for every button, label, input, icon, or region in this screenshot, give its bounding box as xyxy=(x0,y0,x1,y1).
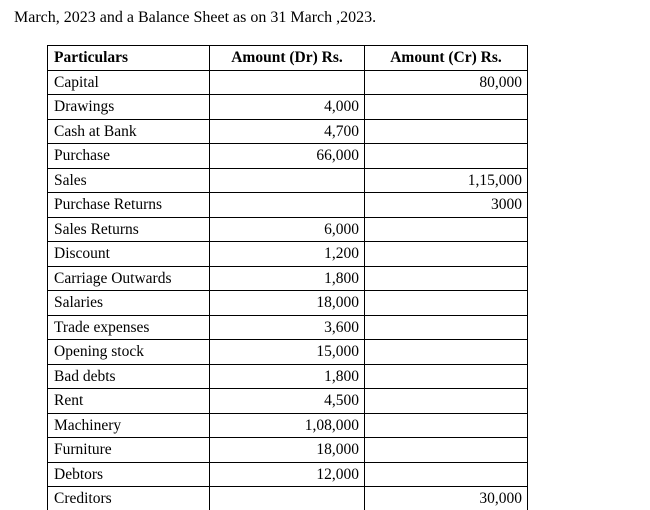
cell-particular: Machinery xyxy=(48,413,210,438)
table-row xyxy=(48,242,528,267)
header-amount-cr: Amount (Cr) Rs. xyxy=(365,46,528,71)
cell-amount-dr: 1,200 xyxy=(210,242,365,267)
cell-amount-cr: 30,000 xyxy=(365,487,528,510)
cell-particular: Capital xyxy=(48,70,210,95)
cell-amount-cr xyxy=(365,217,528,242)
table-row xyxy=(48,364,528,389)
table-row xyxy=(48,70,528,95)
cell-amount-dr: 18,000 xyxy=(210,291,365,316)
cell-particular: Bad debts xyxy=(48,364,210,389)
cell-particular: Trade expenses xyxy=(48,315,210,340)
cell-amount-cr xyxy=(365,242,528,267)
cell-amount-dr: 6,000 xyxy=(210,217,365,242)
cell-amount-dr: 66,000 xyxy=(210,144,365,169)
cell-amount-dr xyxy=(210,70,365,95)
table-row xyxy=(48,144,528,169)
cell-particular: Creditors xyxy=(48,487,210,510)
header-particulars: Particulars xyxy=(48,46,210,71)
cell-particular: Drawings xyxy=(48,95,210,120)
cell-amount-cr: 80,000 xyxy=(365,70,528,95)
cell-particular: Debtors xyxy=(48,462,210,487)
cell-particular: Opening stock xyxy=(48,340,210,365)
cell-particular: Purchase xyxy=(48,144,210,169)
cell-amount-cr xyxy=(365,340,528,365)
cell-amount-cr: 3000 xyxy=(365,193,528,218)
cell-amount-dr: 15,000 xyxy=(210,340,365,365)
cell-amount-dr: 12,000 xyxy=(210,462,365,487)
cell-amount-dr: 18,000 xyxy=(210,438,365,463)
table-row xyxy=(48,193,528,218)
cell-particular: Discount xyxy=(48,242,210,267)
cell-amount-cr xyxy=(365,438,528,463)
cell-particular: Cash at Bank xyxy=(48,119,210,144)
cell-amount-cr xyxy=(365,315,528,340)
table-row xyxy=(48,95,528,120)
cell-amount-dr: 4,700 xyxy=(210,119,365,144)
table-row xyxy=(48,168,528,193)
cell-amount-cr xyxy=(365,291,528,316)
table-row xyxy=(48,340,528,365)
table-row xyxy=(48,315,528,340)
cell-amount-cr: 1,15,000 xyxy=(365,168,528,193)
header-row xyxy=(48,46,528,71)
cell-amount-cr xyxy=(365,364,528,389)
cell-amount-dr: 1,08,000 xyxy=(210,413,365,438)
header-amount-dr: Amount (Dr) Rs. xyxy=(210,46,365,71)
cell-particular: Carriage Outwards xyxy=(48,266,210,291)
cell-particular: Purchase Returns xyxy=(48,193,210,218)
table-row xyxy=(48,487,528,510)
cell-particular: Salaries xyxy=(48,291,210,316)
cell-amount-dr: 4,500 xyxy=(210,389,365,414)
cell-amount-dr xyxy=(210,168,365,193)
cell-amount-cr xyxy=(365,462,528,487)
trial-balance-table xyxy=(47,45,528,510)
table-row xyxy=(48,389,528,414)
cell-amount-dr: 4,000 xyxy=(210,95,365,120)
table-row xyxy=(48,291,528,316)
cell-amount-cr xyxy=(365,144,528,169)
cell-amount-cr xyxy=(365,95,528,120)
table-row xyxy=(48,462,528,487)
cell-particular: Sales Returns xyxy=(48,217,210,242)
cell-amount-cr xyxy=(365,389,528,414)
table-row xyxy=(48,413,528,438)
table-row xyxy=(48,119,528,144)
cell-amount-dr: 1,800 xyxy=(210,266,365,291)
cell-particular: Furniture xyxy=(48,438,210,463)
table-row xyxy=(48,217,528,242)
table-row xyxy=(48,266,528,291)
cell-amount-cr xyxy=(365,413,528,438)
cell-particular: Sales xyxy=(48,168,210,193)
cell-particular: Rent xyxy=(48,389,210,414)
cell-amount-dr xyxy=(210,487,365,510)
cell-amount-cr xyxy=(365,266,528,291)
intro-text: March, 2023 and a Balance Sheet as on 31 March ,2023. xyxy=(14,9,377,26)
cell-amount-cr xyxy=(365,119,528,144)
table-row xyxy=(48,438,528,463)
cell-amount-dr: 1,800 xyxy=(210,364,365,389)
cell-amount-dr: 3,600 xyxy=(210,315,365,340)
cell-amount-dr xyxy=(210,193,365,218)
